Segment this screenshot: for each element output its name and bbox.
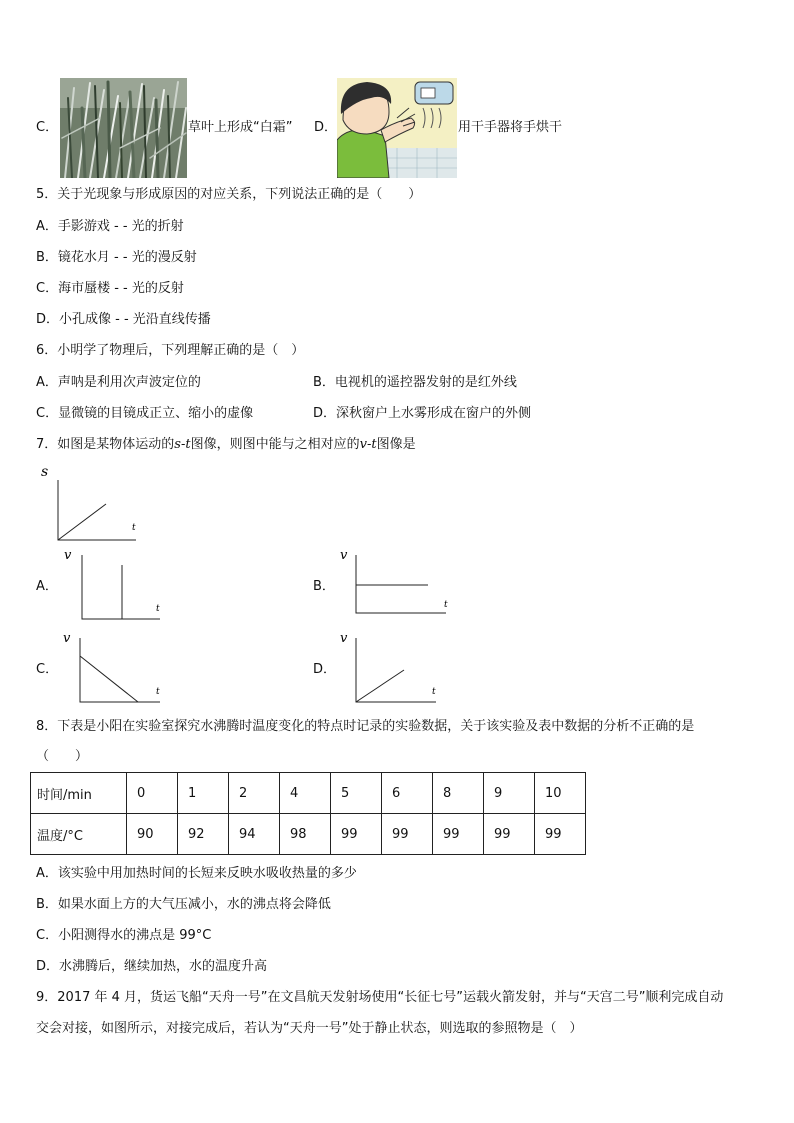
- graph-option-a: [60, 545, 170, 625]
- table-cell: 99: [331, 814, 382, 855]
- table-cell: 99: [433, 814, 484, 855]
- q5-option-a: A．手影游戏 - - 光的折射: [36, 219, 184, 234]
- q7-stem-pre: 7．如图是某物体运动的: [36, 437, 175, 452]
- graph-c-t-label: t: [156, 687, 160, 697]
- frost-grass-image: [60, 78, 187, 178]
- q6-option-b: B．电视机的遥控器发射的是红外线: [313, 375, 517, 390]
- graph-a-axes: [82, 555, 160, 619]
- q7-stem-st: s-t: [174, 437, 191, 452]
- table-cell: 9: [484, 773, 535, 814]
- table-row-time: [31, 773, 586, 814]
- q8-option-d: D．水沸腾后，继续加热，水的温度升高: [36, 959, 268, 974]
- q8-stem: 8．下表是小阳在实验室探究水沸腾时温度变化的特点时记录的实验数据，关于该实验及表中数据的分析不正确的是: [36, 719, 695, 734]
- table-cell: 0: [127, 773, 178, 814]
- graph-option-c: [60, 628, 170, 708]
- q5-stem: 5．关于光现象与形成原因的对应关系，下列说法正确的是（ ）: [36, 187, 422, 202]
- q4-option-c-text: 草叶上形成“白霜”: [188, 120, 293, 135]
- table-cell: 94: [229, 814, 280, 855]
- graph-a-v-label: v: [64, 548, 72, 563]
- st-s-label: s: [41, 464, 49, 480]
- table-cell: 10: [535, 773, 586, 814]
- q6-option-c: C．显微镜的目镜成正立、缩小的虚像: [36, 406, 254, 421]
- table-cell: 98: [280, 814, 331, 855]
- table-cell: 99: [382, 814, 433, 855]
- q8-option-a: A．该实验中用加热时间的长短来反映水吸收热量的多少: [36, 866, 357, 881]
- graph-c-v-label: v: [63, 631, 71, 646]
- graph-c-axes: [80, 638, 160, 702]
- q6-option-d: D．深秋窗户上水雾形成在窗户的外侧: [313, 406, 532, 421]
- graph-c-line: [80, 656, 138, 702]
- q5-option-b: B．镜花水月 - - 光的漫反射: [36, 250, 197, 265]
- q4-option-c-letter: C．: [36, 120, 59, 135]
- q7-stem-vt: v-t: [359, 437, 377, 452]
- table-header-time: 时间/min: [31, 773, 127, 814]
- st-graph: [36, 462, 146, 546]
- table-header-temperature: 温度/°C: [31, 814, 127, 855]
- graph-d-t-label: t: [432, 687, 436, 697]
- graph-option-b: [336, 545, 456, 625]
- q7-stem-mid: 图像，则图中能与之相对应的: [190, 437, 360, 452]
- table-cell: 6: [382, 773, 433, 814]
- table-cell: 99: [535, 814, 586, 855]
- q8-option-b: B．如果水面上方的大气压减小，水的沸点将会降低: [36, 897, 331, 912]
- graph-a-t-label: t: [156, 604, 160, 614]
- table-cell: 90: [127, 814, 178, 855]
- hand-dryer-image: [337, 78, 457, 178]
- q7-option-d-label: D．: [313, 662, 337, 677]
- table-cell: 8: [433, 773, 484, 814]
- q4-option-d-text: 用干手器将手烘干: [458, 120, 563, 135]
- q7-stem: [36, 436, 416, 454]
- graph-d-axes: [356, 638, 436, 702]
- graph-b-axes: [356, 555, 446, 613]
- table-cell: 4: [280, 773, 331, 814]
- graph-b-v-label: v: [340, 548, 348, 563]
- q8-stem-cont: （ ）: [36, 749, 89, 764]
- table-cell: 2: [229, 773, 280, 814]
- q8-data-table: [30, 772, 586, 855]
- q7-option-a-label: A．: [36, 579, 58, 594]
- q7-option-b-label: B．: [313, 579, 335, 594]
- table-cell: 1: [178, 773, 229, 814]
- graph-option-d: [336, 628, 446, 708]
- table-cell: 5: [331, 773, 382, 814]
- q6-stem: 6．小明学了物理后，下列理解正确的是（ ）: [36, 343, 305, 358]
- graph-d-v-label: v: [340, 631, 348, 646]
- q5-option-c: C．海市蜃楼 - - 光的反射: [36, 281, 184, 296]
- table-cell: 99: [484, 814, 535, 855]
- q5-option-d: D．小孔成像 - - 光沿直线传播: [36, 312, 211, 327]
- graph-b-t-label: t: [444, 600, 448, 610]
- q7-option-c-label: C．: [36, 662, 59, 677]
- table-cell: 92: [178, 814, 229, 855]
- q6-option-a: A．声呐是利用次声波定位的: [36, 375, 201, 390]
- st-t-label: t: [132, 523, 136, 533]
- q9-stem-line1: 9．2017 年 4 月，货运飞船“天舟一号”在文昌航天发射场使用“长征七号”运载火箭发射，并与“天宫二号”顺利完成自动: [36, 990, 724, 1005]
- q9-stem-line2: 交会对接，如图所示，对接完成后，若认为“天舟一号”处于静止状态，则选取的参照物是（ ）: [36, 1021, 583, 1036]
- table-row-temperature: [31, 814, 586, 855]
- graph-d-line: [356, 670, 404, 702]
- q4-option-d-letter: D．: [314, 120, 338, 135]
- q8-option-c: C．小阳测得水的沸点是 99°C: [36, 928, 212, 943]
- q7-stem-post: 图像是: [376, 437, 416, 452]
- st-line: [58, 504, 106, 540]
